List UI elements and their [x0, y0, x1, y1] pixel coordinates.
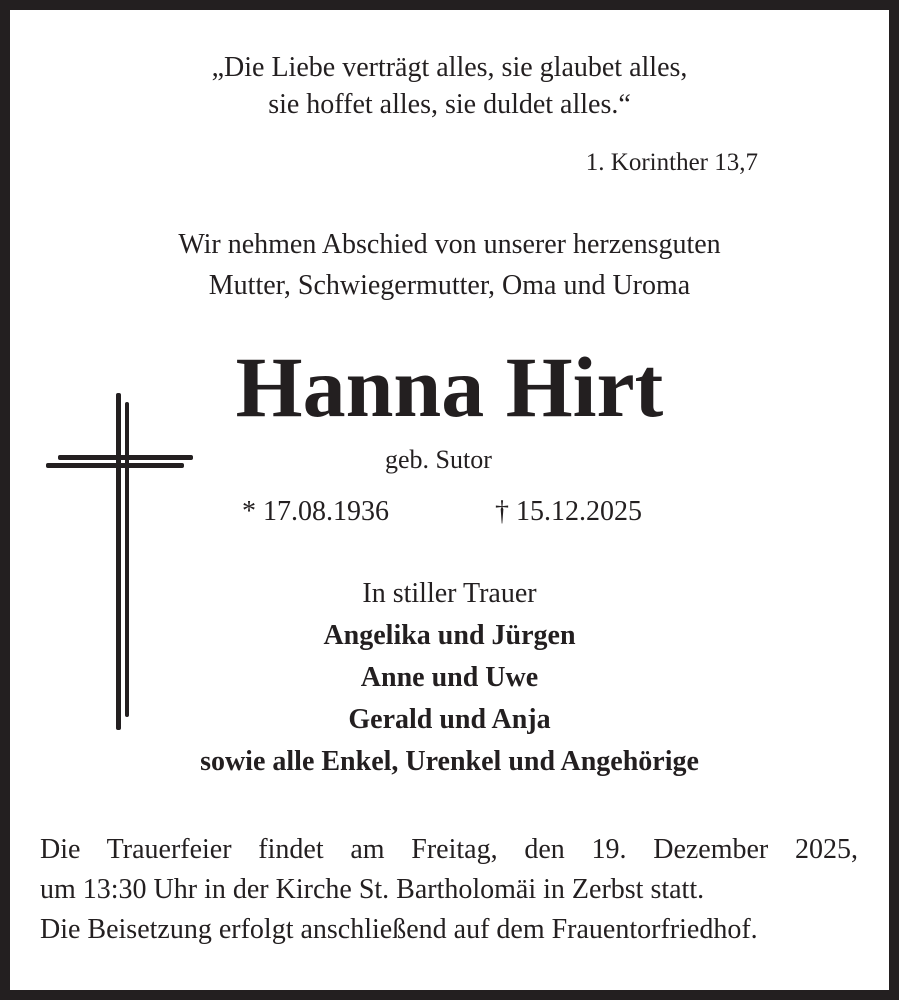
death-date: † 15.12.2025 [495, 496, 642, 527]
funeral-details [40, 830, 858, 950]
mourner-4: sowie alle Enkel, Urenkel und Angehörige [200, 746, 699, 777]
quote-line-1: „Die Liebe verträgt alles, sie glaubet alles, [211, 52, 688, 83]
mourners-heading: In stiller Trauer [362, 578, 537, 609]
deceased-name: Hanna Hirt [235, 339, 664, 435]
quote-source: 1. Korinther 13,7 [585, 149, 758, 176]
mourner-1: Angelika und Jürgen [323, 620, 576, 651]
birth-date: * 17.08.1936 [242, 496, 389, 527]
mourner-3: Gerald und Anja [348, 704, 551, 735]
intro-line-2: Mutter, Schwiegermutter, Oma und Uroma [208, 270, 691, 301]
intro-line-1: Wir nehmen Abschied von unserer herzensguten [178, 229, 721, 260]
funeral-line-1: Die Trauerfeier findet am Freitag, den 19. Dezember 2025, [40, 834, 858, 865]
quote-line-2: sie hoffet alles, sie duldet alles.“ [268, 89, 631, 120]
mourner-2: Anne und Uwe [360, 662, 539, 693]
maiden-name: geb. Sutor [385, 445, 492, 474]
funeral-line-3: Die Beisetzung erfolgt anschließend auf dem Frauentorfriedhof. [40, 914, 758, 945]
funeral-line-2: um 13:30 Uhr in der Kirche St. Bartholomäi in Zerbst statt. [40, 874, 705, 905]
